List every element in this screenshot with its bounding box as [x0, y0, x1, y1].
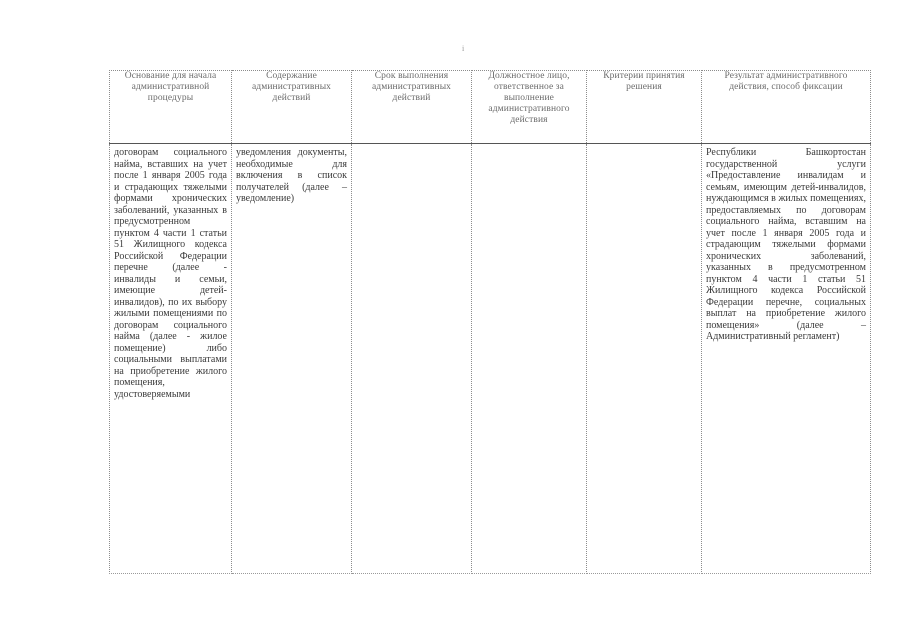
table-header-row: [110, 71, 871, 144]
page-mark: i: [462, 44, 465, 53]
header-basis: Основание для начала административной процедуры: [110, 71, 232, 144]
cell-criteria: [587, 144, 702, 574]
header-deadline: Срок выполнения административных действий: [352, 71, 472, 144]
cell-content: уведомления документы, необходимые для включения в список получателей (далее – уведомление): [232, 144, 352, 574]
header-content: Содержание административных действий: [232, 71, 352, 144]
cell-responsible: [472, 144, 587, 574]
header-criteria: Критерии принятия решения: [587, 71, 702, 144]
cell-basis: договорам социального найма, вставших на учет после 1 января 2005 года и страдающих тяжелыми формами хронических заболеваний, указанных в предусмотренном пунктом 4 части 1 статьи 51 Жилищного кодекса Российской Федерации перечне (далее - инвалиды и семьи, имеющие детей-инвалидов), по их выбору жилыми помещениями по договорам социального найма (далее - жилое помещение) либо социальными выплатами на приобретение жилого помещения, удостоверяемыми: [110, 144, 232, 574]
header-responsible: Должностное лицо, ответственное за выполнение административного действия: [472, 71, 587, 144]
cell-deadline: [352, 144, 472, 574]
header-result: Результат административного действия, способ фиксации: [702, 71, 871, 144]
procedure-table: [109, 70, 871, 574]
table-row: [110, 144, 871, 574]
cell-result: Республики Башкортостан государственной услуги «Предоставление инвалидам и семьям, имеющим детей-инвалидов, нуждающимся в жилых помещениях, предоставляемых по договорам социального найма, вставшим на учет после 1 января 2005 года и страдающим тяжелыми формами хронических заболеваний, указанных в предусмотренном пунктом 4 части 1 статьи 51 Жилищного кодекса Российской Федерации перечне, социальных выплат на приобретение жилого помещения» (далее – Административный регламент): [702, 144, 871, 574]
